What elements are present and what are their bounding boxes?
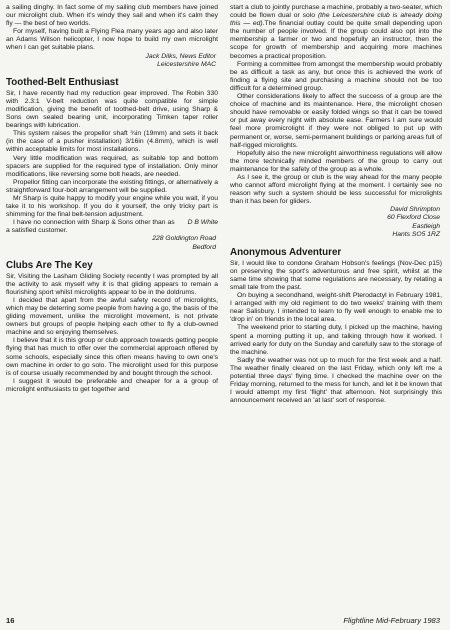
letter-paragraph: Sir, I would like to condone Graham Hobson's feelings (Nov-Dec p15) on preserving the sport's adventurous and free spirit, whilst at the same time showing that some regulations are necessary, by relating a small tale from the past. bbox=[230, 259, 442, 291]
letter-paragraph: Very little modification was required, as suitable top and bottom spacers are supplied for the required type of installation. Only minor modifications, like reversing some bolt heads, are needed. bbox=[6, 154, 218, 178]
letter-paragraph: I suggest it would be preferable and cheaper for a a group of microlight enthusiasts to get together and bbox=[6, 377, 218, 393]
letter-paragraph: Sadly the weather was not up to much for the first week and a half. The weather finally cleared on the last Friday, which only left me a potential three days' flying time. I checked the machine over on the Friday morning, returned to the mess for lunch, and let it be known that I would attempt my first 'flight' that afternoon. Not surprisingly this announcement received an 'at last' sort of response. bbox=[230, 356, 442, 405]
signature-organization: Leicestershire MAC bbox=[157, 60, 216, 68]
letter-paragraph bbox=[230, 4, 442, 61]
letter-paragraph: For myself, having built a Flying Flea many years ago and also later an Adams Wilson helicopter, I now hope to build my own microlight when I can get suitable plans. bbox=[6, 28, 218, 52]
letter-paragraph: Hopefully also the new microlight airworthiness regulations will allow the more technically minded members of the group to carry out maintenance for the safety of the group as a whole. bbox=[230, 149, 442, 173]
letter-paragraph: Forming a committee from amongst the membership would probably be as difficult a task as any, but once this is achieved the work of finding a flying site and purchasing a machine should not be too difficult for a determined group. bbox=[230, 60, 442, 92]
signature-address: 60 Flexford Close bbox=[387, 214, 440, 222]
letter-paragraph: I decided that apart from the awful safety record of microlights, which may be deterring some people from having a go, the basis of the gliding movement, unlike the microlight movement, is not private owners but groups of people helping each other to fly a club-owned machine and so enjoying themselves. bbox=[6, 296, 218, 337]
signature-address: Hants SO5 1RZ bbox=[392, 230, 440, 238]
letter-paragraph: Propellor fitting can incorporate the existing fittings, or alternatively a straightforward four-bolt arrangement will be supplied. bbox=[6, 178, 218, 194]
letter-text: start a club to jointly purchase a machine, probably a two-seater, which could be flown dual or solo bbox=[230, 4, 442, 20]
letter-text: I have no connection with Sharp & Sons other than as a satisfied customer. bbox=[6, 219, 175, 235]
letter-text: The financial outlay could be quite small depending upon the number of people involved. If the group could also opt into the membership a farmer or two and hopefully an instructor, then the scope for growth of membership and acquiring more machines becomes a practical proposition. bbox=[230, 20, 442, 60]
left-column bbox=[6, 4, 218, 394]
letter-heading: Toothed-Belt Enthusiast bbox=[6, 76, 119, 88]
letter-heading: Clubs Are The Key bbox=[6, 259, 93, 271]
letter-heading: Anonymous Adventurer bbox=[230, 246, 342, 258]
letter-paragraph: As I see it, the group or club is the way ahead for the many people who cannot afford microlight flying at the moment. I certainly see no reason why such a system should be less successful for microlights than it has been for gliders. bbox=[230, 173, 442, 206]
letter-paragraph: Mr Sharp is quite happy to modify your engine while you wait, if you take it to his workshop. If you do it yourself, the only tricky part is shimming for the final belt-tension adjustment. bbox=[6, 194, 218, 219]
letter-paragraph: I believe that it is this group or club approach towards getting people flying that has much to offer over the commercial approach offered by some schools, especially since this often means having to own one's own machine in order to go solo. The microlight used for this purpose is of course usually recommended by and bought through the school. bbox=[6, 337, 218, 377]
signature-address: Eastleigh bbox=[412, 222, 440, 230]
letter-paragraph: a sailing dinghy. In fact some of my sailing club members have joined our microlight club. When it's windy they sail and when it's calm they fly — the best of two worlds. bbox=[6, 4, 218, 28]
signature-name: D B White bbox=[187, 219, 218, 227]
letter-paragraph: Sir, I have recently had my reduction gear improved. The Robin 330 with 2.3:1 V-belt reduction was quite compatible for simple modification, giving the benefit of toothed-belt drive, using Sharp & Sons own sealed bearing unit, incorporating Timken taper roller bearings with lubrication. bbox=[6, 89, 218, 130]
signature-name: David Shrimpton bbox=[390, 206, 440, 214]
running-head: Flightline Mid-February 1983 bbox=[343, 616, 440, 625]
letter-paragraph: Sir, Visiting the Lasham Gliding Society recently I was prompted by all the activity to ask myself why it is that gliding appears to remain a flourishing sport whilst microlights appear to be in the doldrums. bbox=[6, 272, 218, 296]
signature-address: Bedford bbox=[192, 243, 216, 251]
letter-paragraph: This system raises the propellor shaft ¾in (19mm) and sets it back (in the case of a pusher installation) 3/16in (4.8mm), which is well within acceptable limits for most installations. bbox=[6, 130, 218, 154]
letter-paragraph: On buying a secondhand, weight-shift Pterodactyl in February 1981, I arranged with my old regiment to do two weeks' training with them near Salisbury. I intended to learn to fly well enough to enable me to 'drop in' on friends in the local area. bbox=[230, 292, 442, 324]
letter-paragraph: The weekend prior to starting duty, I picked up the machine, having spent a morning putting it up, and talking through how it worked. I arrived early for duty on the Sunday and carefully saw to the storage of the machine. bbox=[230, 324, 442, 356]
letter-paragraph: Other considerations likely to affect the success of a group are the choice of machine and its maintenance. Here, the microlight chosen should have removable or easily folded wings so that it can be towed or put away every night with absolute ease. Farmers I am sure would feel more promicrolight if they were not obliged to put up with permanent or, worse, semi-permanent buildings or parking areas full of half-rigged microlights. bbox=[230, 93, 442, 149]
signature-name: Jack Dilks, News Editor bbox=[145, 52, 216, 60]
right-column bbox=[230, 4, 442, 405]
editor-note: (the Leicestershire club is already doing this — ed). bbox=[230, 12, 442, 28]
letter-paragraph bbox=[6, 219, 218, 235]
signature-address: 228 Goldington Road bbox=[152, 235, 216, 243]
page-number: 16 bbox=[6, 616, 15, 625]
page-footer bbox=[0, 616, 450, 626]
